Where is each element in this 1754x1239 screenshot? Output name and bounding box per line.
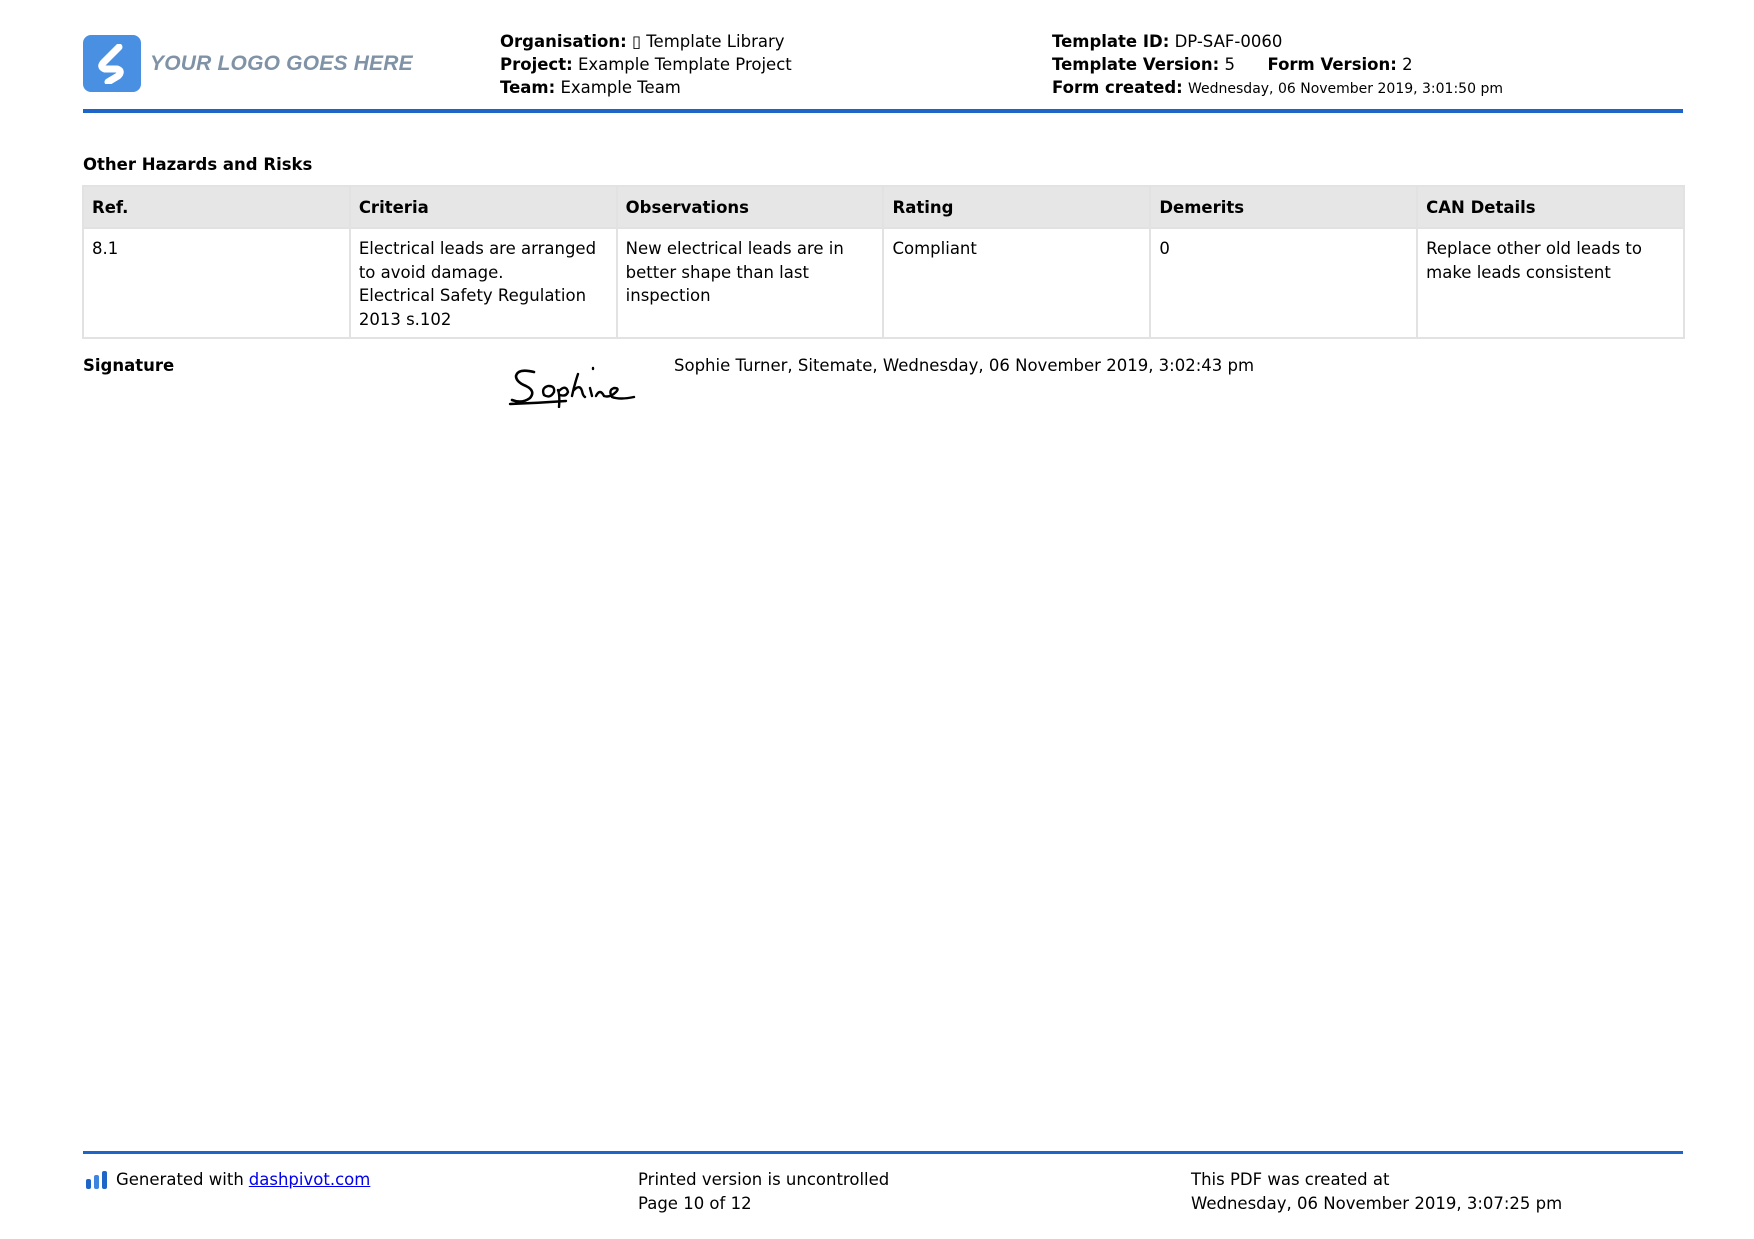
organisation-label: Organisation: — [500, 32, 627, 51]
page-header — [83, 30, 1683, 110]
footer-print-info — [638, 1168, 889, 1215]
logo-mark-icon — [83, 35, 141, 92]
dashpivot-bars-icon — [85, 1170, 109, 1190]
cell-criteria — [350, 228, 617, 338]
cell-demerits: 0 — [1150, 228, 1417, 338]
template-id-value: DP-SAF-0060 — [1174, 32, 1283, 51]
hazards-table — [82, 185, 1685, 339]
form-created-label: Form created: — [1052, 78, 1183, 97]
project-value: Example Template Project — [577, 55, 792, 74]
column-header-ref: Ref. — [83, 186, 350, 228]
version-row — [1052, 53, 1503, 76]
template-version-label: Template Version: — [1052, 55, 1220, 74]
form-created-value: Wednesday, 06 November 2019, 3:01:50 pm — [1188, 81, 1503, 97]
column-header-can-details: CAN Details — [1417, 186, 1684, 228]
footer-divider — [83, 1151, 1683, 1154]
template-id-label: Template ID: — [1052, 32, 1170, 51]
uncontrolled-notice: Printed version is uncontrolled — [638, 1170, 890, 1189]
section-title: Other Hazards and Risks — [83, 155, 313, 174]
criteria-text: Electrical leads are arranged to avoid damage. — [358, 239, 597, 282]
signature-details: Sophie Turner, Sitemate, Wednesday, 06 November 2019, 3:02:43 pm — [674, 356, 1255, 375]
column-header-observations: Observations — [617, 186, 884, 228]
cell-can-details: Replace other old leads to make leads consistent — [1417, 228, 1684, 338]
footer-pdf-created — [1191, 1168, 1562, 1215]
company-logo — [83, 35, 413, 92]
form-created-row — [1052, 76, 1503, 101]
table-row — [83, 228, 1684, 338]
signature-label: Signature — [83, 356, 175, 375]
pdf-created-value: Wednesday, 06 November 2019, 3:07:25 pm — [1191, 1193, 1563, 1213]
header-meta-template — [1052, 30, 1503, 101]
project-row — [500, 53, 792, 76]
dashpivot-link[interactable]: dashpivot.com — [248, 1170, 371, 1189]
team-value: Example Team — [560, 78, 681, 97]
template-version-value: 5 — [1224, 55, 1235, 74]
table-header-row — [83, 186, 1684, 228]
cell-ref: 8.1 — [83, 228, 350, 338]
team-row — [500, 76, 792, 99]
column-header-rating: Rating — [883, 186, 1150, 228]
cell-rating: Compliant — [883, 228, 1150, 338]
page-number: Page 10 of 12 — [638, 1193, 752, 1213]
logo-text: YOUR LOGO GOES HERE — [150, 51, 413, 75]
generated-prefix: Generated with — [116, 1170, 244, 1189]
project-label: Project: — [500, 55, 573, 74]
criteria-regulation: Electrical Safety Regulation 2013 s.102 — [358, 286, 587, 329]
footer-generated — [85, 1168, 370, 1192]
form-version-label: Form Version: — [1267, 55, 1397, 74]
signature-image — [508, 364, 638, 412]
organisation-value: ▯ Template Library — [631, 32, 785, 51]
header-meta-organisation — [500, 30, 792, 99]
cell-observations: New electrical leads are in better shape than last inspection — [617, 228, 884, 338]
team-label: Team: — [500, 78, 556, 97]
template-id-row — [1052, 30, 1503, 53]
organisation-row — [500, 30, 792, 53]
header-divider — [83, 109, 1683, 113]
pdf-created-label: This PDF was created at — [1191, 1170, 1390, 1189]
column-header-demerits: Demerits — [1150, 186, 1417, 228]
column-header-criteria: Criteria — [350, 186, 617, 228]
form-version-value: 2 — [1402, 55, 1413, 74]
